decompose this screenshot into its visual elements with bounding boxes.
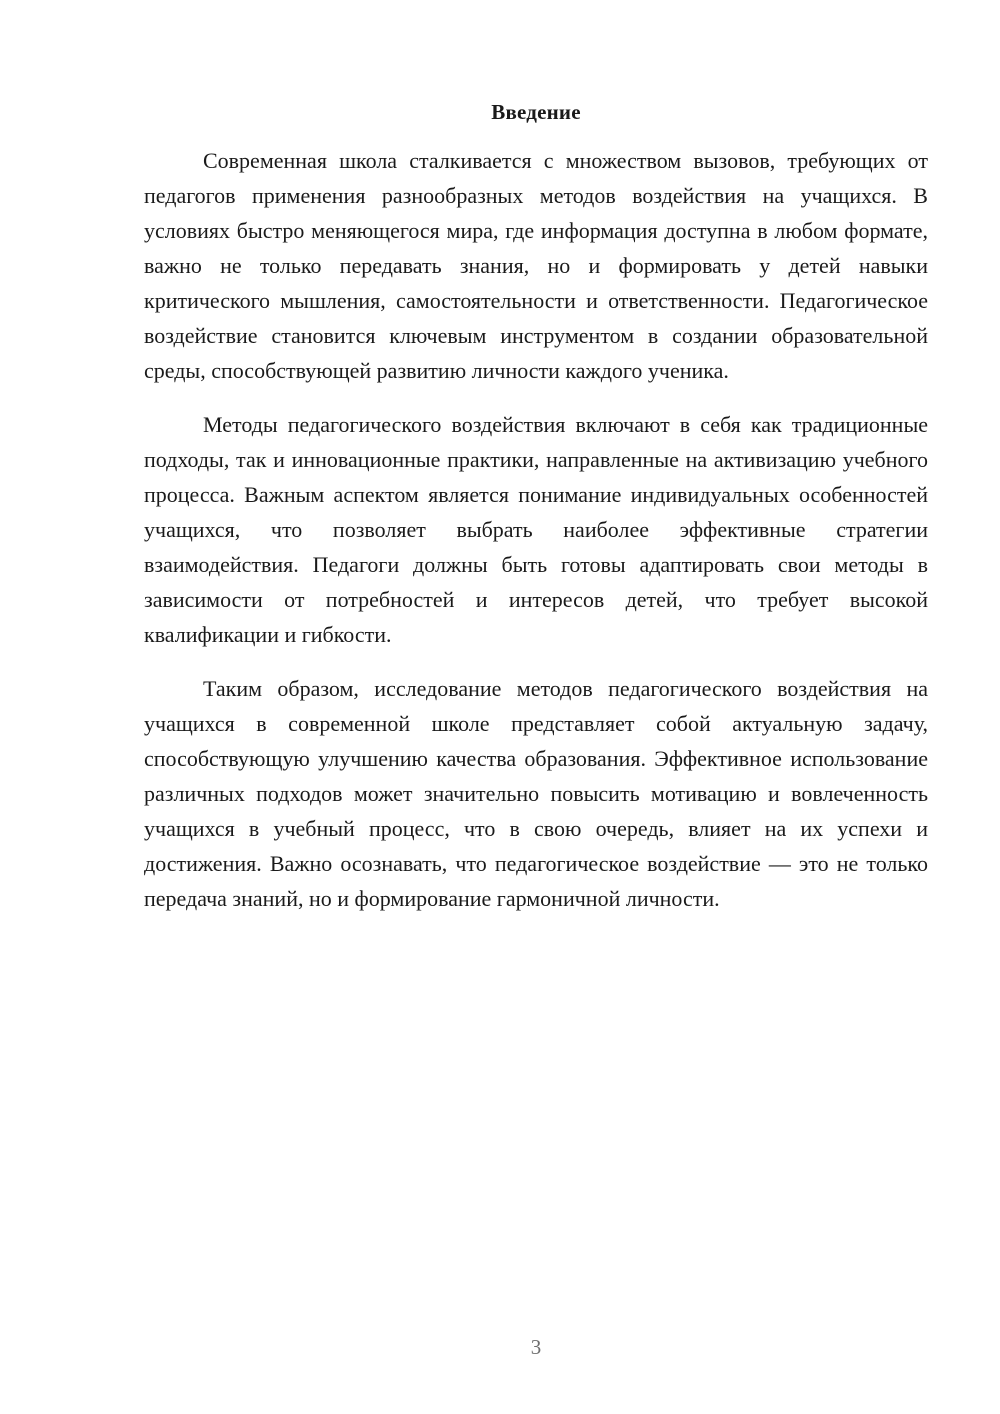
paragraph-3: Таким образом, исследование методов педагогического воздействия на учащихся в современной школе представляет собой актуальную задачу, способствующую улучшению качества образования. Эффективное использование различных подходов может значительно повысить мотивацию и вовлеченность учащихся в учебный процесс, что в свою очередь, влияет на их успехи и достижения. Важно осознавать, что педагогическое воздействие — это не только передача знаний, но и формирование гармоничной личности. <box>144 676 928 911</box>
page-number: 3 <box>530 1335 542 1359</box>
paragraph-1: Современная школа сталкивается с множеством вызовов, требующих от педагогов применения разнообразных методов воздействия на учащихся. В условиях быстро меняющегося мира, где информация доступна в любом формате, важно не только передавать знания, но и формировать у детей навыки критического мышления, самостоятельности и ответственности. Педагогическое воздействие становится ключевым инструментом в создании образовательной среды, способствующей развитию личности каждого ученика. <box>144 148 928 383</box>
section-heading: Введение <box>491 100 581 124</box>
body-text <box>144 143 928 935</box>
paragraph-2: Методы педагогического воздействия включают в себя как традиционные подходы, так и инновационные практики, направленные на активизацию учебного процесса. Важным аспектом является понимание индивидуальных особенностей учащихся, что позволяет выбрать наиболее эффективные стратегии взаимодействия. Педагоги должны быть готовы адаптировать свои методы в зависимости от потребностей и интересов детей, что требует высокой квалификации и гибкости. <box>144 412 928 647</box>
